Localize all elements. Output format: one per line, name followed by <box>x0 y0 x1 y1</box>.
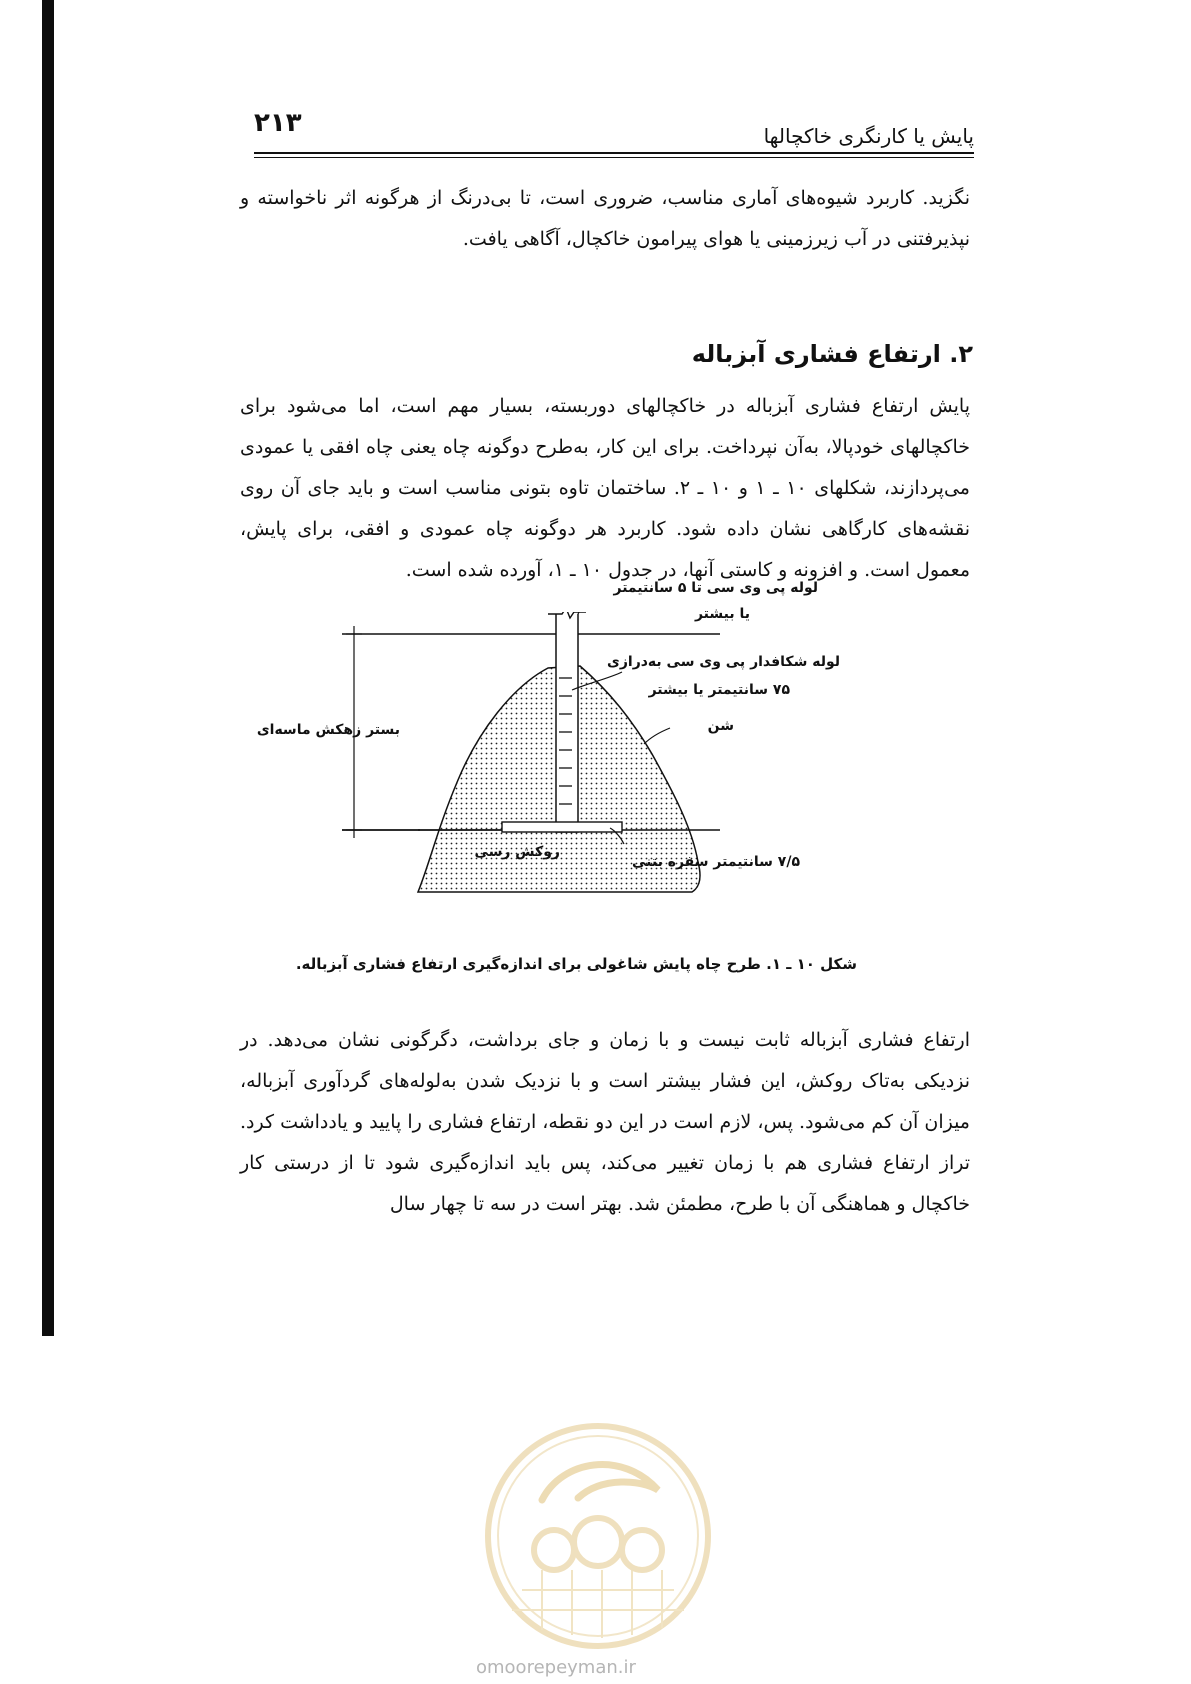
paragraph-variation: ارتفاع فشاری آبزباله ثابت نیست و با زمان و جای برداشت، دگرگونی نشان می‌دهد. در نزدیکی به‌تاک روکش، این فشار بیشتر است و با نزدیک شدن به‌لوله‌های گردآوری آبزباله، میزان آن کم می‌شود. پس، لازم است در این دو نقطه، ارتفاع فشاری را پایید و یادداشت کرد. تراز ارتفاع فشاری هم با زمان تغییر می‌کند، پس باید اندازه‌گیری شود تا از درستی کار خاکچال و هماهنگی آن با طرح، مطمئن شد. بهتر است در سه تا چهار سال <box>240 1029 970 1215</box>
concrete-pad <box>502 822 622 832</box>
label-pvc-pipe: لوله پی وی سی تا ۵ سانتیمتر <box>613 580 818 596</box>
figure-caption: شکل ۱۰ ـ ۱. طرح چاه پایش شاغولی برای اندازه‌گیری ارتفاع فشاری آبزباله. <box>295 955 857 973</box>
section-heading: ۲. ارتفاع فشاری آبزباله <box>691 340 973 368</box>
label-slotted-pipe: لوله شکافدار پی وی سی به‌درازی <box>607 654 840 670</box>
label-gravel: شن <box>707 718 734 734</box>
label-slotted-pipe-2: ۷۵ سانتیمتر یا بیشتر <box>648 682 790 698</box>
monitoring-well-figure <box>256 580 900 942</box>
running-title: پایش یا کارنگری خاکچالها <box>763 124 974 148</box>
label-sand-bed: بستر زهکش ماسه‌ای <box>256 722 400 738</box>
label-clay-liner: روکش رسی <box>474 844 560 860</box>
header-rule-thin <box>254 157 974 158</box>
watermark-site: omoorepeyman.ir <box>476 1657 636 1678</box>
pvc-pipe <box>556 612 578 832</box>
publisher-seal-watermark <box>482 1420 714 1652</box>
binding-edge <box>42 0 54 1336</box>
header-rule <box>254 152 974 154</box>
page-number: ۲۱۳ <box>254 108 302 138</box>
page-header <box>254 108 974 158</box>
paragraph-leachate-head: پایش ارتفاع فشاری آبزباله در خاکچالهای دوربسته، بسیار مهم است، اما می‌شود برای خاکچالهای خودپالا، به‌آن نپرداخت. برای این کار، به‌طرح دوگونه چاه یعنی چاه افقی یا عمودی می‌پردازند، شکلهای ۱۰ ـ ۱ و ۱۰ ـ ۲. ساختمان تاوه بتونی مناسب است و باید جای آن روی نقشه‌های کارگاهی نشان داده شود. کاربرد هر دوگونه چاه عمودی و افقی، برای پایش، معمول است. و افزونه و کاستی آنها، در جدول ۱۰ ـ ۱، آورده شده است. <box>240 395 970 581</box>
label-pvc-pipe-2: یا بیشتر <box>694 606 750 622</box>
label-concrete-pad: ۷/۵ سانتیمتر سفره بتنی <box>631 854 800 870</box>
paragraph-intro: نگزید. کاربرد شیوه‌های آماری مناسب، ضروری است، تا بی‌درنگ از هرگونه اثر ناخواسته و نپذیرفتنی در آب زیرزمینی یا هوای پیرامون خاکچال، آگاهی یافت. <box>240 187 970 250</box>
